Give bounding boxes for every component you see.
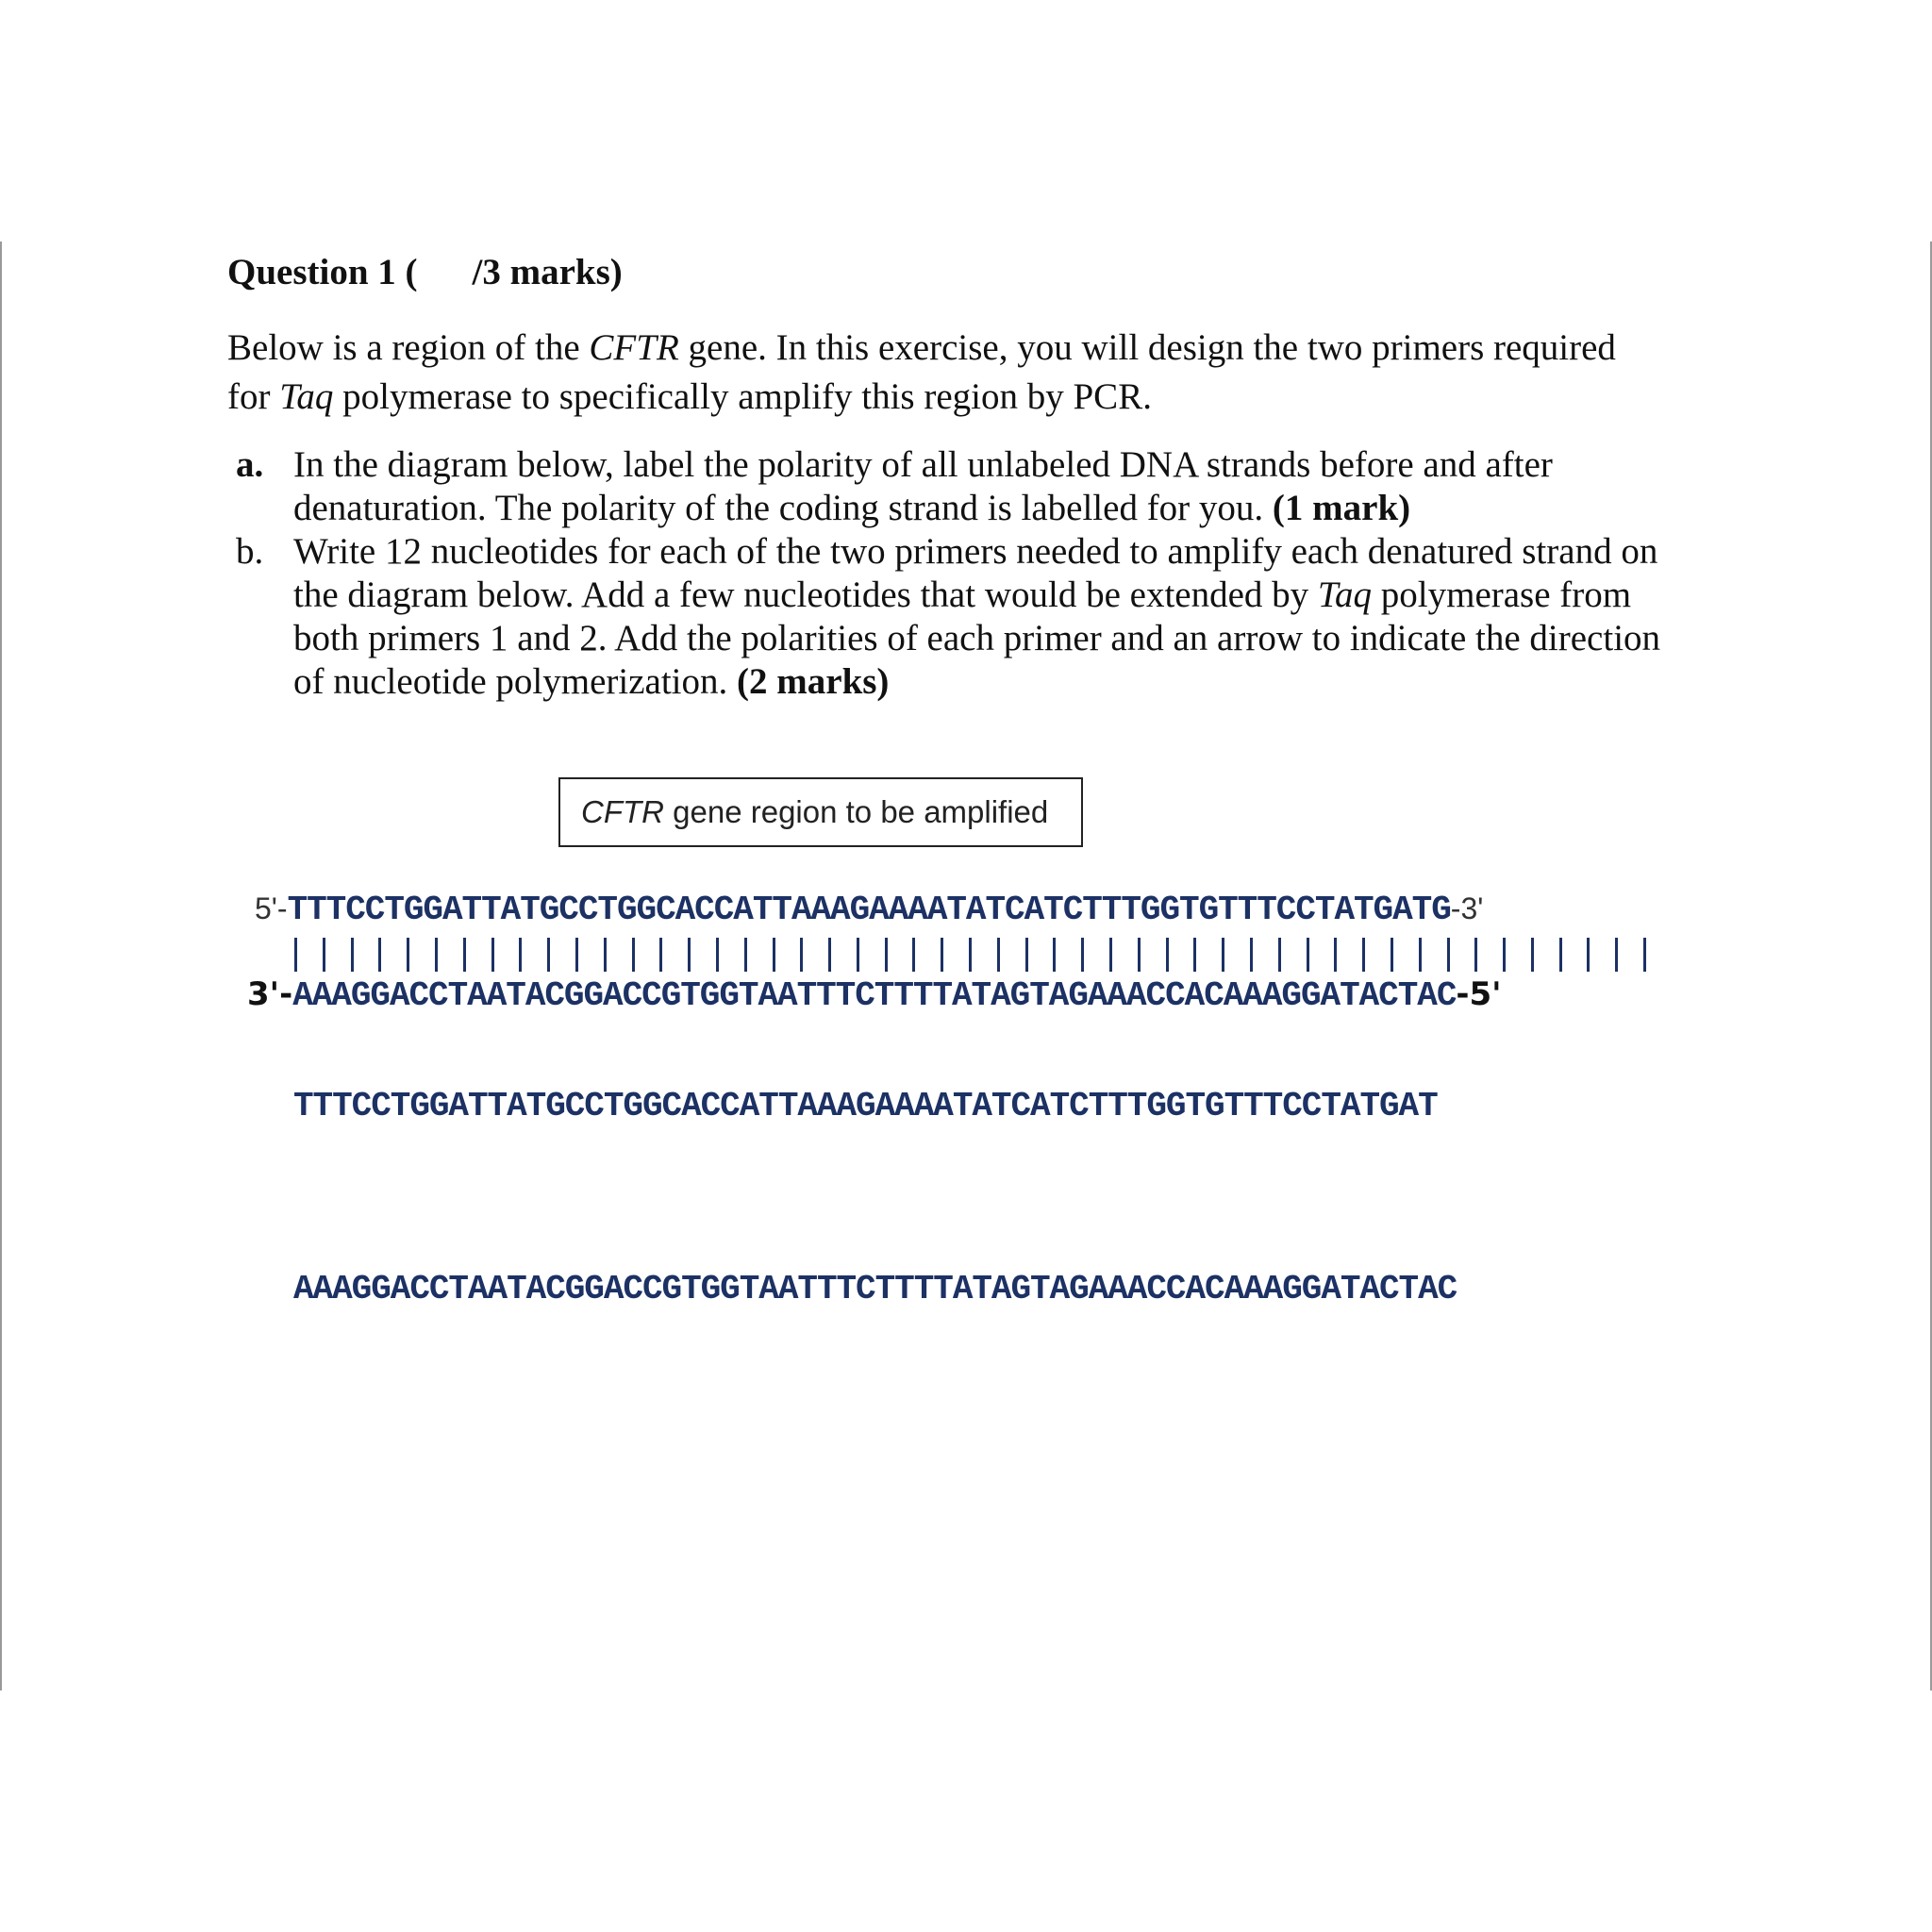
- bond-tick: [828, 938, 831, 972]
- bond-tick: [378, 938, 381, 972]
- bond-tick: [351, 938, 354, 972]
- gene-region-label-box: [558, 777, 1083, 847]
- bond-tick: [1222, 938, 1224, 972]
- region-label-text: gene region to be amplified: [663, 794, 1049, 829]
- bond-tick: [1615, 938, 1618, 972]
- part-b-line-3: both primers 1 and 2. Add the polarities of each primer and an arrow to indicate the direction: [293, 618, 1661, 658]
- bond-tick: [800, 938, 803, 972]
- bond-tick: [997, 938, 1000, 972]
- bond-tick: [1193, 938, 1196, 972]
- part-b: [236, 530, 1726, 704]
- bond-tick: [1419, 938, 1422, 972]
- part-a-marks: (1 mark): [1272, 488, 1411, 528]
- part-b-marker: b.: [236, 531, 264, 572]
- question-parts: [236, 443, 1726, 704]
- bond-tick: [519, 938, 522, 972]
- bond-tick: [1559, 938, 1562, 972]
- bond-tick: [435, 938, 438, 972]
- bond-tick: [1025, 938, 1028, 972]
- bond-tick: [744, 938, 747, 972]
- template-3prime-label: 3'-: [247, 975, 293, 1013]
- question-title: [227, 251, 623, 293]
- bond-tick: [1362, 938, 1365, 972]
- bond-tick: [912, 938, 915, 972]
- title-prefix: Question 1 (: [227, 252, 418, 292]
- part-a-text: denaturation. The polarity of the coding strand is labelled for you.: [293, 488, 1273, 528]
- bond-tick: [323, 938, 325, 972]
- bond-tick: [857, 938, 859, 972]
- bond-tick: [1391, 938, 1393, 972]
- bond-tick: [294, 938, 297, 972]
- bond-tick: [1307, 938, 1309, 972]
- part-a-marker: a.: [236, 444, 264, 485]
- bond-tick: [547, 938, 550, 972]
- bond-tick: [659, 938, 662, 972]
- bond-tick: [632, 938, 635, 972]
- bond-tick: [1278, 938, 1281, 972]
- bond-tick: [1531, 938, 1534, 972]
- bond-tick: [463, 938, 466, 972]
- bond-tick: [1053, 938, 1056, 972]
- part-b-line-1: Write 12 nucleotides for each of the two primers needed to amplify each denatured strand on: [293, 531, 1658, 572]
- page-edge-left: [0, 242, 2, 1690]
- part-b-text: polymerase from: [1372, 575, 1632, 615]
- region-gene-name: CFTR: [581, 794, 664, 829]
- gene-name: CFTR: [589, 327, 679, 368]
- enzyme-name: Taq: [1317, 575, 1373, 615]
- bond-tick: [885, 938, 888, 972]
- bond-tick: [1447, 938, 1450, 972]
- coding-3prime-label: -3': [1450, 891, 1484, 925]
- intro-text: polymerase to specifically amplify this region by PCR.: [333, 376, 1152, 417]
- intro-line-1: [227, 324, 1718, 373]
- bond-tick: [688, 938, 691, 972]
- template-5prime-label: -5': [1456, 975, 1502, 1013]
- bond-tick: [716, 938, 719, 972]
- intro-text: gene. In this exercise, you will design the two primers required: [678, 327, 1616, 368]
- bond-tick: [1138, 938, 1141, 972]
- part-a-line-2: [293, 487, 1726, 530]
- bond-tick: [969, 938, 972, 972]
- coding-5prime-label: 5'-: [255, 891, 288, 925]
- intro-text: for: [227, 376, 280, 417]
- bond-tick: [1109, 938, 1112, 972]
- bond-tick: [773, 938, 775, 972]
- bond-tick: [1081, 938, 1084, 972]
- part-a-line-1: In the diagram below, label the polarity of all unlabeled DNA strands before and after: [293, 444, 1553, 485]
- bond-tick: [1643, 938, 1646, 972]
- intro-text: Below is a region of the: [227, 327, 590, 368]
- part-b-marks: (2 marks): [737, 661, 890, 702]
- part-b-text: of nucleotide polymerization.: [293, 661, 738, 702]
- bond-tick: [407, 938, 409, 972]
- denatured-template-strand: AAAGGACCTAATACGGACCGTGGTAATTTCTTTTATAGTAGAAACCACAAAGGATACTAC: [293, 1270, 1457, 1308]
- denatured-coding-strand: TTTCCTGGATTATGCCTGGCACCATTAAAGAAAATATCATCTTTGGTGTTTCCTATGAT: [293, 1087, 1438, 1125]
- bond-tick: [575, 938, 578, 972]
- template-sequence: AAAGGACCTAATACGGACCGTGGTAATTTCTTTTATAGTAGAAACCACAAAGGATACTAC: [292, 976, 1457, 1015]
- bond-tick: [491, 938, 494, 972]
- enzyme-name: Taq: [279, 376, 334, 417]
- bond-tick: [941, 938, 943, 972]
- bond-tick: [604, 938, 607, 972]
- base-pair-bonds: [294, 938, 1653, 975]
- bond-tick: [1334, 938, 1337, 972]
- bond-tick: [1250, 938, 1253, 972]
- title-suffix: /3 marks): [472, 252, 623, 292]
- template-strand: [247, 975, 1502, 1019]
- part-a: [236, 443, 1726, 530]
- part-b-line-4: [293, 660, 1726, 704]
- part-b-line-2: [293, 574, 1726, 617]
- bond-tick: [1587, 938, 1590, 972]
- part-b-text: the diagram below. Add a few nucleotides that would be extended by: [293, 575, 1318, 615]
- bond-tick: [1474, 938, 1477, 972]
- intro-paragraph: [227, 324, 1718, 422]
- coding-strand: [255, 891, 1483, 934]
- bond-tick: [1166, 938, 1169, 972]
- coding-sequence: TTTCCTGGATTATGCCTGGCACCATTAAAGAAAATATCATCTTTGGTGTTTCCTATGATG: [287, 891, 1451, 929]
- intro-line-2: [227, 373, 1718, 422]
- bond-tick: [1503, 938, 1506, 972]
